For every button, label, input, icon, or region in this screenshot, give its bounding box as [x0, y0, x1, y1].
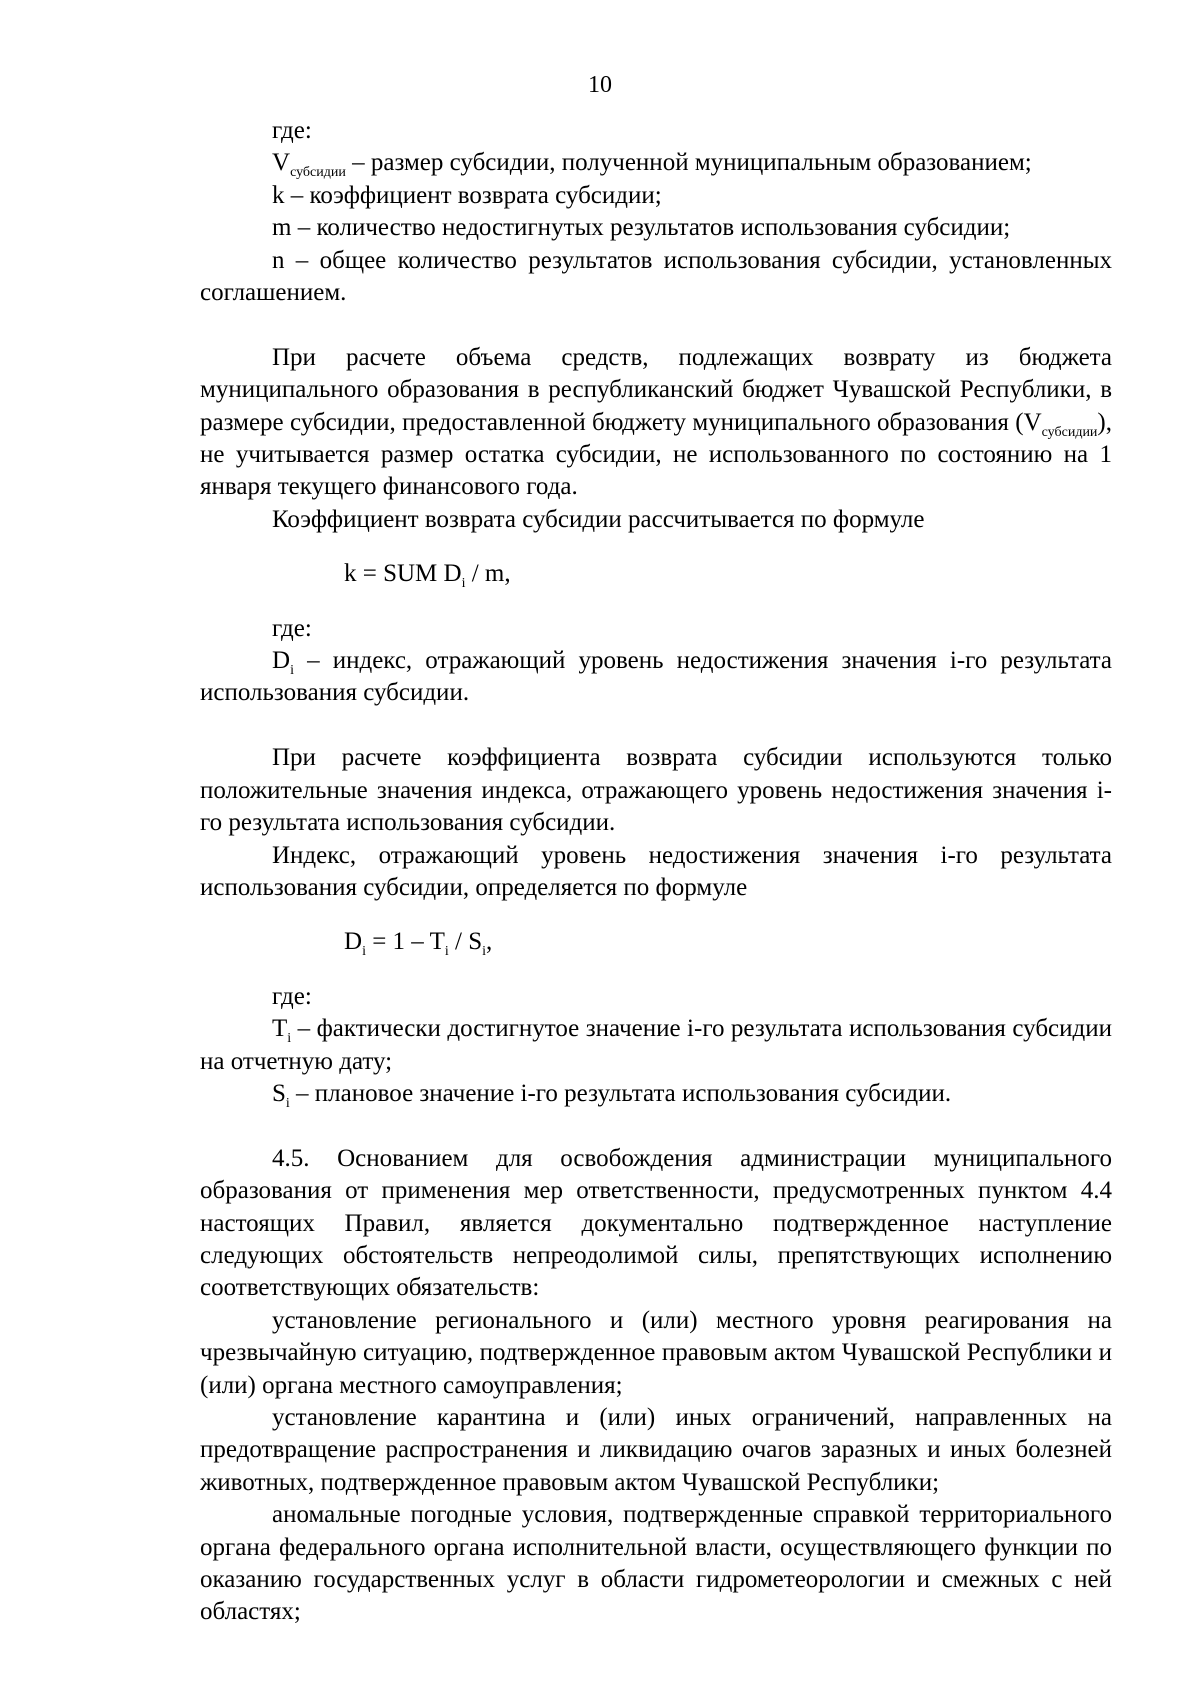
definition-n: n – общее количество результатов использования субсидии, установленных соглашением.	[200, 246, 1112, 307]
where-label: где:	[272, 614, 312, 642]
page-number: 10	[588, 72, 612, 98]
definition-d: $D_i$ – индекс, отражающий уровень недостижения значения i-го результата использования субсидии.	[200, 647, 1112, 707]
definition-t: $T_i$ – фактически достигнутое значение i-го результата использования субсидии на отчетную дату;	[200, 1015, 1112, 1075]
definition-v: $V_{субсидии}$ – размер субсидии, полученной муниципальным образованием;	[272, 149, 1032, 181]
list-item-quarantine: установление карантина и (или) иных ограничений, направленных на предотвращение распространения и ликвидацию очагов заразных и иных болезней животных, подтвержденное правовым актом Чувашской Республики;	[200, 1403, 1112, 1496]
where-label: где:	[272, 982, 312, 1010]
formula-k: k = SUM $D_i$ / m,	[344, 560, 511, 592]
paragraph-index-intro: Индекс, отражающий уровень недостижения значения i-го результата использования субсидии, определяется по формуле	[200, 841, 1112, 901]
paragraph-positive-values: При расчете коэффициента возврата субсидии используются только положительные значения индекса, отражающего уровень недостижения значения i-го результата использования субсидии.	[200, 744, 1112, 837]
definition-k: k – коэффициент возврата субсидии;	[272, 181, 662, 209]
paragraph-coefficient-intro: Коэффициент возврата субсидии рассчитывается по формуле	[272, 505, 925, 533]
document-body	[200, 115, 1112, 1629]
paragraph-4-5: 4.5. Основанием для освобождения администрации муниципального образования от применения мер ответственности, предусмотренных пунктом 4.4 настоящих Правил, является документально подтвержденное наступление следующих обстоятельств непреодолимой силы, препятствующих исполнению соответствующих обязательств:	[200, 1144, 1112, 1302]
definition-m: m – количество недостигнутых результатов использования субсидии;	[272, 214, 1011, 242]
list-item-emergency: установление регионального и (или) местного уровня реагирования на чрезвычайную ситуацию, подтвержденное правовым актом Чувашской Республики и (или) органа местного самоуправления;	[200, 1306, 1112, 1399]
definition-s: $S_i$ – плановое значение i-го результата использования субсидии.	[272, 1079, 952, 1111]
list-item-weather: аномальные погодные условия, подтвержденные справкой территориального органа федерального органа исполнительной власти, осуществляющего функции по оказанию государственных услуг в области гидрометеорологии и смежных с ней областях;	[200, 1501, 1112, 1626]
where-label: где:	[272, 117, 312, 144]
formula-d: $D_i = 1 - T_i / S_i$,	[344, 928, 493, 960]
paragraph-return-calc: При расчете объема средств, подлежащих возврату из бюджета муниципального образования в республиканский бюджет Чувашской Республики, в размере субсидии, предоставленной бюджету муниципального образования $(V_{субсидии})$, не учитывается размер остатка субсидии, не использованного по состоянию на 1 января текущего финансового года.	[200, 343, 1112, 501]
